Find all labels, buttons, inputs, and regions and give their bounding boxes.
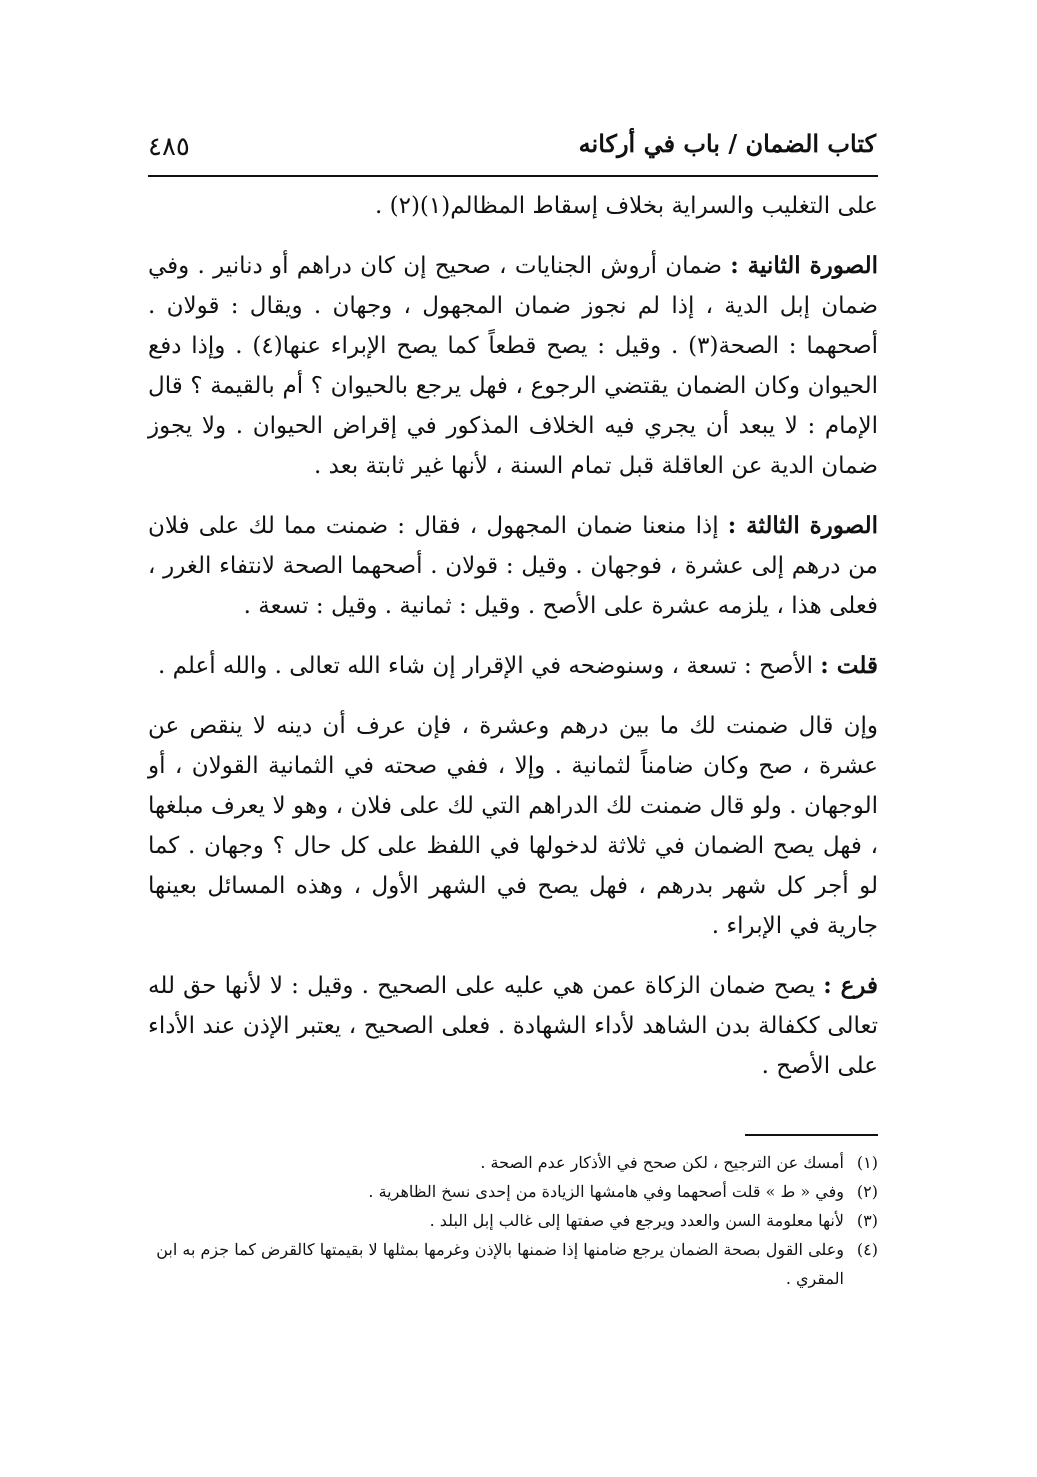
page-header bbox=[148, 126, 876, 170]
paragraph-heading: فرع : bbox=[823, 972, 878, 999]
footnotes bbox=[148, 1148, 878, 1293]
paragraph bbox=[148, 186, 878, 226]
footnote bbox=[148, 1206, 878, 1235]
paragraph-heading: قلت : bbox=[820, 652, 878, 679]
header-rule bbox=[148, 175, 878, 177]
main-text bbox=[148, 186, 878, 1106]
footnote-text: وفي « ط » قلت أصحهما وفي هامشها الزيادة من إحدى نسخ الظاهرية . bbox=[368, 1182, 844, 1201]
paragraph-heading: الصورة الثالثة : bbox=[727, 512, 879, 539]
paragraph bbox=[148, 246, 878, 486]
paragraph-text: الأصح : تسعة ، وسنوضحه في الإقرار إن شاء الله تعالى . والله أعلم . bbox=[157, 653, 821, 679]
paragraph-text: ضمان أروش الجنايات ، صحيح إن كان دراهم أو دنانير . وفي ضمان إبل الدية ، إذا لم نجوز ضمان المجهول ، وجهان . ويقال : قولان . أصحهما : الصحة(٣) . وقيل : يصح قطعاً كما يصح الإبراء عنها(٤) . وإذا دفع الحيوان وكان الضمان يقتضي الرجوع ، فهل يرجع بالحيوان ؟ أم بالقيمة ؟ قال الإمام : لا يبعد أن يجري فيه الخلاف المذكور في إقراض الحيوان . ولا يجوز ضمان الدية عن العاقلة قبل تمام السنة ، لأنها غير ثابتة بعد . bbox=[148, 253, 879, 479]
paragraph-text: وإن قال ضمنت لك ما بين درهم وعشرة ، فإن عرف أن دينه لا ينقص عن عشرة ، صح وكان ضامناً لثمانية . وإلا ، ففي صحته في الثمانية القولان ، أو الوجهان . ولو قال ضمنت لك الدراهم التي لك على فلان ، وهو لا يعرف مبلغها ، فهل يصح الضمان في ثلاثة لدخولها في اللفظ على كل حال ؟ وجهان . كما لو أجر كل شهر بدرهم ، فهل يصح في الشهر الأول ، وهذه المسائل بعينها جارية في الإبراء . bbox=[148, 713, 878, 939]
footnote-number: (٤) bbox=[856, 1240, 878, 1259]
footnote-text: لأنها معلومة السن والعدد ويرجع في صفتها إلى غالب إبل البلد . bbox=[429, 1211, 844, 1230]
footnote bbox=[148, 1177, 878, 1206]
paragraph-text: إذا منعنا ضمان المجهول ، فقال : ضمنت مما لك على فلان من درهم إلى عشرة ، فوجهان . وقيل : قولان . أصحهما الصحة لانتفاء الغرر ، فعلى هذا ، يلزمه عشرة على الأصح . وقيل : ثمانية . وقيل : تسعة . bbox=[148, 513, 878, 619]
paragraph bbox=[148, 706, 878, 946]
page-number: ٤٨٥ bbox=[148, 132, 190, 162]
footnote-rule bbox=[745, 1134, 878, 1136]
footnote-number: (١) bbox=[856, 1153, 878, 1172]
paragraph-text: يصح ضمان الزكاة عمن هي عليه على الصحيح . وقيل : لا لأنها حق لله تعالى ككفالة بدن الشاهد لأداء الشهادة . فعلى الصحيح ، يعتبر الإذن عند الأداء على الأصح . bbox=[148, 973, 878, 1079]
paragraph bbox=[148, 646, 878, 686]
paragraph bbox=[148, 966, 878, 1086]
footnote bbox=[148, 1148, 878, 1177]
footnote-number: (٢) bbox=[856, 1182, 878, 1201]
footnote-number: (٣) bbox=[856, 1211, 878, 1230]
footnote bbox=[148, 1235, 878, 1293]
footnote-text: أمسك عن الترجيح ، لكن صحح في الأذكار عدم الصحة . bbox=[480, 1153, 844, 1172]
running-title: كتاب الضمان / باب في أركانه bbox=[578, 129, 876, 158]
paragraph bbox=[148, 506, 878, 626]
footnote-text: وعلى القول بصحة الضمان يرجع ضامنها إذا ضمنها بالإذن وغرمها بمثلها لا بقيمتها كالقرض كما جزم به ابن المقري . bbox=[156, 1240, 844, 1288]
paragraph-text: على التغليب والسراية بخلاف إسقاط المظالم(١)(٢) . bbox=[374, 193, 878, 219]
paragraph-heading: الصورة الثانية : bbox=[730, 252, 879, 279]
